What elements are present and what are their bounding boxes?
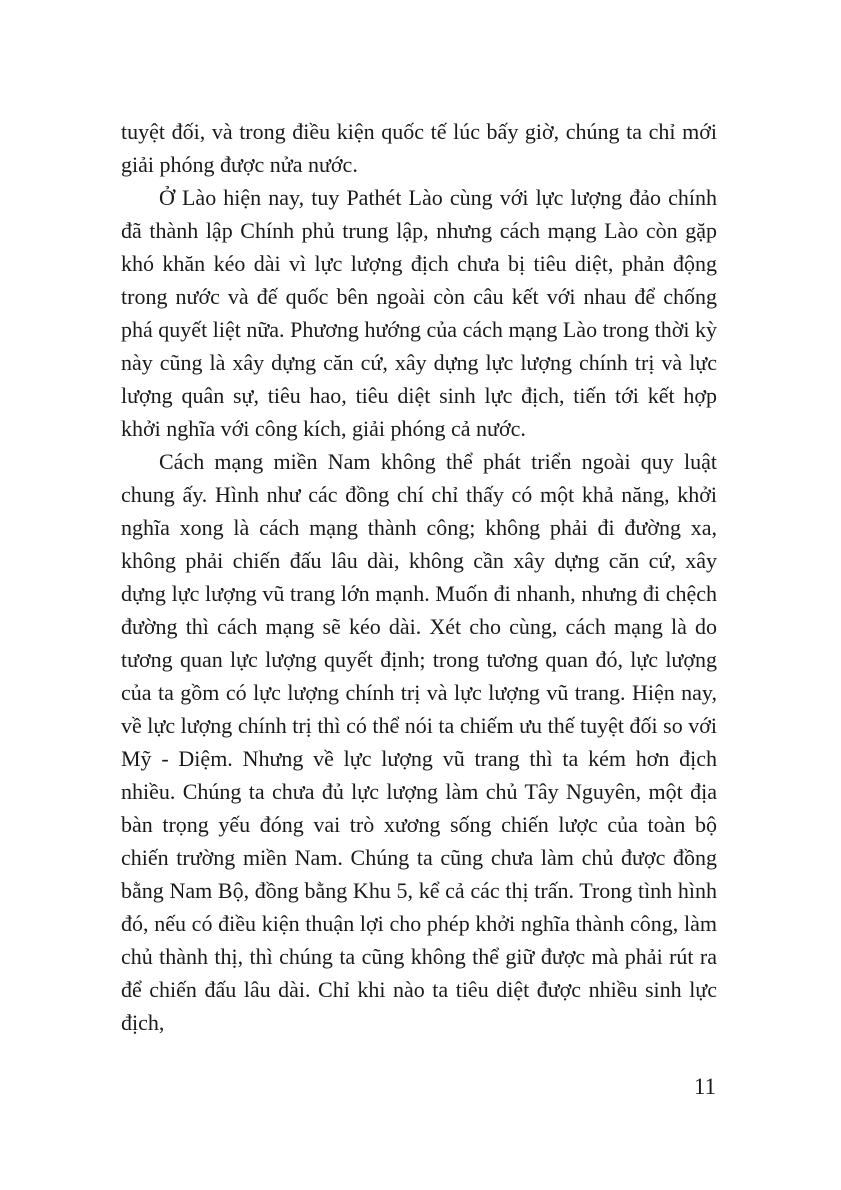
paragraph-1: tuyệt đối, và trong điều kiện quốc tế lúc bấy giờ, chúng ta chỉ mới giải phóng được nửa nước. bbox=[121, 119, 717, 177]
page-number: 11 bbox=[693, 1074, 716, 1099]
paragraph-2: Ở Lào hiện nay, tuy Pathét Lào cùng với lực lượng đảo chính đã thành lập Chính phủ trung lập, nhưng cách mạng Lào còn gặp khó khăn kéo dài vì lực lượng địch chưa bị tiêu diệt, phản động trong nước và đế quốc bên ngoài còn câu kết với nhau để chống phá quyết liệt nữa. Phương hướng của cách mạng Lào trong thời kỳ này cũng là xây dựng căn cứ, xây dựng lực lượng chính trị và lực lượng quân sự, tiêu hao, tiêu diệt sinh lực địch, tiến tới kết hợp khởi nghĩa với công kích, giải phóng cả nước. bbox=[121, 185, 717, 441]
page-body bbox=[121, 115, 717, 1039]
paragraph-3: Cách mạng miền Nam không thể phát triển ngoài quy luật chung ấy. Hình như các đồng chí chỉ thấy có một khả năng, khởi nghĩa xong là cách mạng thành công; không phải đi đường xa, không phải chiến đấu lâu dài, không cần xây dựng căn cứ, xây dựng lực lượng vũ trang lớn mạnh. Muốn đi nhanh, nhưng đi chệch đường thì cách mạng sẽ kéo dài. Xét cho cùng, cách mạng là do tương quan lực lượng quyết định; trong tương quan đó, lực lượng của ta gồm có lực lượng chính trị và lực lượng vũ trang. Hiện nay, về lực lượng chính trị thì có thể nói ta chiếm ưu thế tuyệt đối so với Mỹ - Diệm. Nhưng về lực lượng vũ trang thì ta kém hơn địch nhiều. Chúng ta chưa đủ lực lượng làm chủ Tây Nguyên, một địa bàn trọng yếu đóng vai trò xương sống chiến lược của toàn bộ chiến trường miền Nam. Chúng ta cũng chưa làm chủ được đồng bằng Nam Bộ, đồng bằng Khu 5, kể cả các thị trấn. Trong tình hình đó, nếu có điều kiện thuận lợi cho phép khởi nghĩa thành công, làm chủ thành thị, thì chúng ta cũng không thể giữ được mà phải rút ra để chiến đấu lâu dài. Chỉ khi nào ta tiêu diệt được nhiều sinh lực địch, bbox=[121, 449, 717, 1035]
